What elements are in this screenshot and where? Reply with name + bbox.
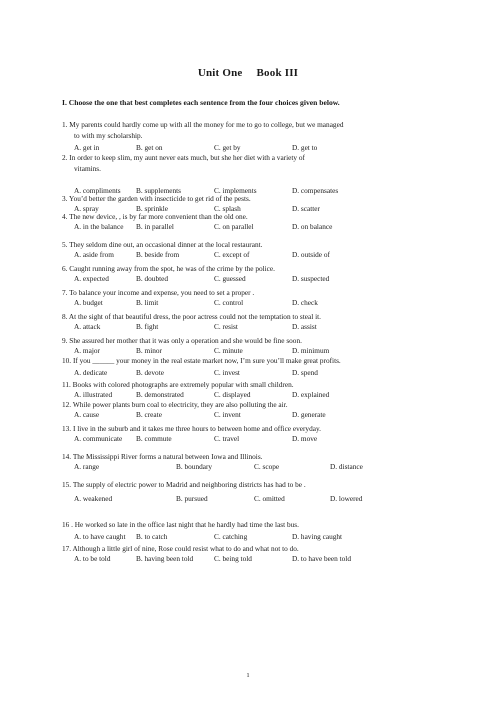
answer-option-a[interactable]: A. range bbox=[74, 462, 100, 471]
answer-option-c[interactable]: C. on parallel bbox=[214, 222, 254, 231]
answer-option-c[interactable]: C. except of bbox=[214, 250, 250, 259]
page-title bbox=[0, 67, 496, 79]
answer-option-a[interactable]: A. dedicate bbox=[74, 368, 108, 377]
answer-option-b[interactable]: B. doubted bbox=[136, 274, 169, 283]
answer-option-d[interactable]: D. check bbox=[292, 298, 318, 307]
answer-option-b[interactable]: B. fight bbox=[136, 322, 159, 331]
answer-option-d[interactable]: D. scatter bbox=[292, 204, 320, 213]
answer-option-a[interactable]: A. expected bbox=[74, 274, 109, 283]
answer-option-c[interactable]: C. get by bbox=[214, 143, 241, 152]
answer-option-b[interactable]: B. in parallel bbox=[136, 222, 174, 231]
answer-option-b[interactable]: B. minor bbox=[136, 346, 162, 355]
answer-option-b[interactable]: B. to catch bbox=[136, 532, 168, 541]
question-text: 14. The Mississippi River forms a natural between Iowa and Illinois. bbox=[62, 452, 263, 461]
answer-option-a[interactable]: A. to be told bbox=[74, 554, 111, 563]
answer-option-d[interactable]: D. outside of bbox=[292, 250, 330, 259]
question-text: 15. The supply of electric power to Madrid and neighboring districts has had to be . bbox=[62, 480, 306, 489]
answer-option-b[interactable]: B. boundary bbox=[176, 462, 213, 471]
answer-option-a[interactable]: A. cause bbox=[74, 410, 100, 419]
answer-option-d[interactable]: D. to have been told bbox=[292, 554, 351, 563]
question-text: 1. My parents could hardly come up with all the money for me to go to college, but we managed bbox=[62, 120, 344, 129]
answer-option-a[interactable]: A. in the balance bbox=[74, 222, 124, 231]
answer-option-d[interactable]: D. generate bbox=[292, 410, 326, 419]
answer-option-b[interactable]: B. limit bbox=[136, 298, 159, 307]
answer-option-a[interactable]: A. attack bbox=[74, 322, 101, 331]
answer-option-b[interactable]: B. devote bbox=[136, 368, 164, 377]
question-text: 9. She assured her mother that it was only a operation and she would be fine soon. bbox=[62, 336, 302, 345]
answer-option-b[interactable]: B. commute bbox=[136, 434, 172, 443]
answer-option-b[interactable]: B. beside from bbox=[136, 250, 180, 259]
answer-option-c[interactable]: C. minute bbox=[214, 346, 243, 355]
answer-option-c[interactable]: C. being told bbox=[214, 554, 252, 563]
question-text: 10. If you ______ your money in the real estate market now, I’m sure you’ll make great profits. bbox=[62, 356, 341, 365]
answer-option-d[interactable]: D. compensates bbox=[292, 186, 339, 195]
answer-option-d[interactable]: D. spend bbox=[292, 368, 318, 377]
answer-option-c[interactable]: C. travel bbox=[214, 434, 240, 443]
answer-option-c[interactable]: C. control bbox=[214, 298, 244, 307]
question-text: 8. At the sight of that beautiful dress, the poor actress could not the temptation to steal it. bbox=[62, 312, 321, 321]
answer-option-a[interactable]: A. illustrated bbox=[74, 390, 113, 399]
question-text: 3. You’d better the garden with insecticide to get rid of the pests. bbox=[62, 194, 251, 203]
answer-option-c[interactable]: C. resist bbox=[214, 322, 238, 331]
page-number: 1 bbox=[246, 672, 250, 679]
answer-option-b[interactable]: B. create bbox=[136, 410, 162, 419]
answer-option-a[interactable]: A. get in bbox=[74, 143, 100, 152]
question-text: 17. Although a little girl of nine, Rose could resist what to do and what not to do. bbox=[62, 544, 299, 553]
question-text: 6. Caught running away from the spot, he was of the crime by the police. bbox=[62, 264, 275, 273]
answer-option-d[interactable]: D. minimum bbox=[292, 346, 330, 355]
answer-option-a[interactable]: A. aside from bbox=[74, 250, 114, 259]
question-text: 13. I live in the suburb and it takes me three hours to between home and office everyday. bbox=[62, 424, 321, 433]
answer-option-c[interactable]: C. guessed bbox=[214, 274, 246, 283]
answer-option-d[interactable]: D. get to bbox=[292, 143, 318, 152]
answer-option-c[interactable]: C. scope bbox=[254, 462, 280, 471]
question-text-continued: vitamins. bbox=[74, 164, 101, 173]
answer-option-d[interactable]: D. lowered bbox=[330, 494, 363, 503]
answer-option-b[interactable]: B. having been told bbox=[136, 554, 194, 563]
question-text: 5. They seldom dine out, an occasional dinner at the local restaurant. bbox=[62, 240, 263, 249]
answer-option-d[interactable]: D. explained bbox=[292, 390, 330, 399]
question-text: 7. To balance your income and expense, you need to set a proper . bbox=[62, 288, 255, 297]
answer-option-b[interactable]: B. sprinkle bbox=[136, 204, 169, 213]
answer-option-a[interactable]: A. budget bbox=[74, 298, 103, 307]
answer-option-c[interactable]: C. invent bbox=[214, 410, 241, 419]
answer-option-a[interactable]: A. compliments bbox=[74, 186, 121, 195]
question-text-continued: to with my scholarship. bbox=[74, 131, 143, 140]
answer-option-c[interactable]: C. implements bbox=[214, 186, 257, 195]
unit-title: Unit One bbox=[197, 67, 243, 79]
section-instruction: I. Choose the one that best completes each sentence from the four choices given below. bbox=[62, 98, 340, 107]
question-text: 2. In order to keep slim, my aunt never eats much, but she her diet with a variety of bbox=[62, 153, 305, 162]
answer-option-a[interactable]: A. communicate bbox=[74, 434, 123, 443]
answer-option-c[interactable]: C. invest bbox=[214, 368, 240, 377]
answer-option-b[interactable]: B. demonstrated bbox=[136, 390, 184, 399]
answer-option-c[interactable]: C. displayed bbox=[214, 390, 251, 399]
answer-option-d[interactable]: D. assist bbox=[292, 322, 317, 331]
answer-option-d[interactable]: D. on balance bbox=[292, 222, 333, 231]
answer-option-b[interactable]: B. pursued bbox=[176, 494, 208, 503]
question-text: 16 . He worked so late in the office last night that he hardly had time the last bus. bbox=[62, 520, 299, 529]
answer-option-d[interactable]: D. suspected bbox=[292, 274, 330, 283]
answer-option-d[interactable]: D. having caught bbox=[292, 532, 343, 541]
answer-option-c[interactable]: C. splash bbox=[214, 204, 241, 213]
answer-option-c[interactable]: C. catching bbox=[214, 532, 248, 541]
book-title: Book III bbox=[256, 67, 299, 79]
answer-option-a[interactable]: A. to have caught bbox=[74, 532, 126, 541]
answer-option-d[interactable]: D. distance bbox=[330, 462, 363, 471]
answer-option-a[interactable]: A. weakened bbox=[74, 494, 113, 503]
answer-option-d[interactable]: D. move bbox=[292, 434, 318, 443]
answer-option-c[interactable]: C. omitted bbox=[254, 494, 285, 503]
question-text: 12. While power plants burn coal to electricity, they are also polluting the air. bbox=[62, 400, 288, 409]
question-text: 11. Books with colored photographs are extremely popular with small children. bbox=[62, 380, 294, 389]
question-text: 4. The new device, , is by far more convenient than the old one. bbox=[62, 212, 248, 221]
answer-option-a[interactable]: A. major bbox=[74, 346, 100, 355]
answer-option-b[interactable]: B. get on bbox=[136, 143, 163, 152]
answer-option-a[interactable]: A. spray bbox=[74, 204, 99, 213]
answer-option-b[interactable]: B. supplements bbox=[136, 186, 181, 195]
